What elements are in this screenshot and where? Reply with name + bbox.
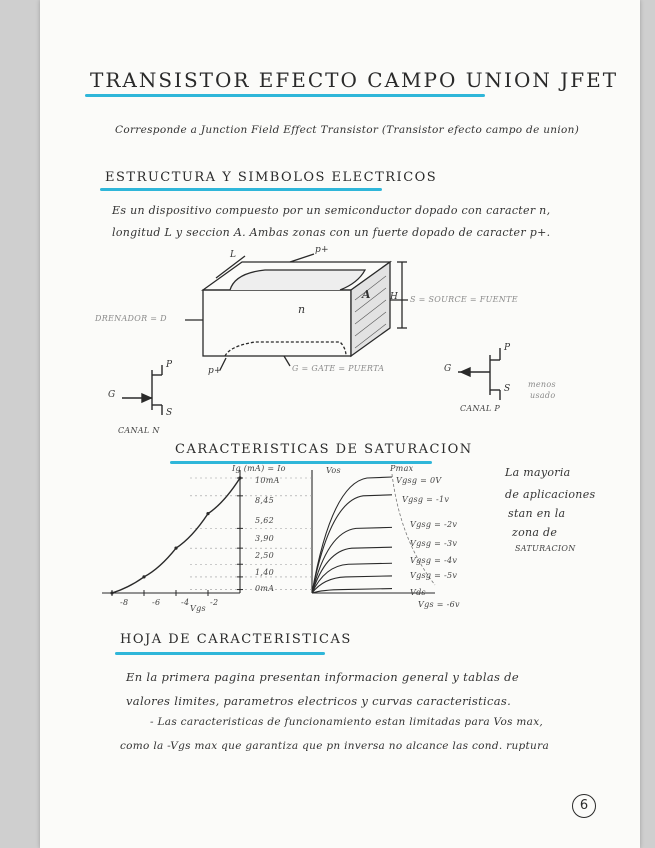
output-top-label: Vos (326, 466, 341, 475)
notebook-page (40, 0, 640, 848)
curve-label: Vgsg = -1v (402, 495, 450, 504)
curve-label: Vgsg = -4v (410, 556, 458, 565)
curve-label: Vgsg = 0V (396, 476, 442, 485)
transfer-point (110, 591, 113, 594)
output-x-label: Vds (410, 588, 426, 597)
page-number: 6 (572, 794, 596, 818)
transfer-y-label: Ig (mA) = Io (232, 464, 286, 473)
curve-label: Vgs = -6v (418, 600, 460, 609)
transfer-x-label: Vgs (190, 604, 206, 613)
curve-label: Vgsg = -3v (410, 539, 458, 548)
n-symbol-g: G (108, 390, 116, 400)
side-note-line: La mayoria (505, 466, 571, 479)
y-tick-label: 2,50 (255, 551, 275, 560)
side-note-line: stan en la (508, 507, 566, 520)
p-symbol-p: P (504, 343, 511, 353)
side-note-line: zona de (512, 526, 558, 539)
n-symbol-caption: CANAL N (118, 426, 160, 435)
p-symbol-s: S (504, 384, 511, 394)
section-underline-hoja (115, 652, 325, 655)
curve-label: Vgsg = -2v (410, 520, 458, 529)
p-symbol-caption: CANAL P (460, 404, 501, 413)
section-heading-estructura: ESTRUCTURA Y SIMBOLOS ELECTRICOS (105, 170, 438, 185)
x-tick-label: -8 (120, 598, 129, 607)
pmax-curve (392, 474, 435, 585)
paragraph-line: Es un dispositivo compuesto por un semiconductor dopado con caracter n, (112, 204, 551, 217)
paragraph-line: como la -Vgs max que garantiza que pn inversa no alcance las cond. ruptura (120, 740, 550, 752)
output-curve (312, 527, 392, 593)
output-curve (312, 547, 392, 593)
y-tick-label: 8,45 (255, 496, 275, 505)
x-tick-label: -2 (210, 598, 219, 607)
paragraph-line: - Las caracteristicas de funcionamiento estan limitadas para Vos max, (150, 716, 544, 728)
label-L: L (230, 250, 237, 260)
n-symbol-p: P (166, 360, 173, 370)
label-H: H (390, 292, 399, 302)
y-tick-label: 5,62 (255, 516, 275, 525)
label-drain: DRENADOR = D (95, 314, 167, 323)
side-note-line: SATURACION (515, 544, 576, 553)
paragraph-line: valores limites, parametros electricos y curvas caracteristicas. (126, 694, 512, 708)
label-n: n (298, 303, 306, 316)
transfer-point (238, 476, 241, 479)
paragraph-line: longitud L y seccion A. Ambas zonas con un fuerte dopado de caracter p+. (112, 226, 551, 239)
label-gate: G = GATE = PUERTA (292, 364, 385, 373)
y-tick-label: 10mA (255, 476, 280, 485)
label-p-top: p+ (315, 245, 329, 255)
p-symbol-note: usado (530, 391, 556, 400)
curve-label: Vgsg = -5v (410, 571, 458, 580)
p-symbol-note: menos (528, 380, 556, 389)
p-symbol-g: G (444, 364, 452, 374)
transfer-point (142, 575, 145, 578)
label-p-bottom: p+ (208, 366, 222, 376)
section-heading-hoja: HOJA DE CARACTERISTICAS (120, 632, 352, 647)
label-source: S = SOURCE = FUENTE (410, 295, 518, 304)
page-title: TRANSISTOR EFECTO CAMPO UNION JFET (90, 68, 619, 92)
y-tick-label: 1,40 (255, 568, 275, 577)
x-tick-label: -4 (181, 598, 190, 607)
output-curve (312, 495, 392, 593)
transfer-point (174, 547, 177, 550)
side-note-line: de aplicaciones (505, 488, 596, 501)
output-curve (312, 589, 392, 593)
subtitle-text: Corresponde a Junction Field Effect Transistor (Transistor efecto campo de union) (115, 124, 580, 136)
output-top-label-pmax: Pmax (390, 464, 414, 473)
transfer-point (206, 512, 209, 515)
y-tick-label: 3,90 (255, 534, 275, 543)
x-tick-label: -6 (152, 598, 161, 607)
label-A: A (362, 288, 371, 301)
y-tick-label: 0mA (255, 584, 275, 593)
transfer-curve (112, 478, 240, 593)
n-symbol-s: S (166, 408, 173, 418)
paragraph-line: En la primera pagina presentan informacion general y tablas de (126, 670, 519, 684)
section-heading-saturacion: CARACTERISTICAS DE SATURACION (175, 442, 473, 457)
